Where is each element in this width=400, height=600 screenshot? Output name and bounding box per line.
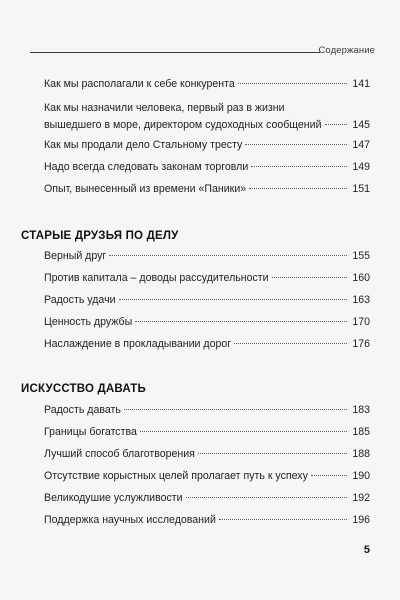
toc-entry-page: 147 bbox=[352, 139, 370, 151]
toc-entry-title: Опыт, вынесенный из времени «Паники» bbox=[44, 183, 247, 195]
toc-entry-page: 176 bbox=[352, 338, 370, 350]
toc-entry-page: 160 bbox=[352, 272, 370, 284]
section-heading: СТАРЫЕ ДРУЗЬЯ ПО ДЕЛУ bbox=[21, 230, 179, 242]
toc-entry-page: 145 bbox=[352, 119, 370, 131]
toc-entry-page: 149 bbox=[352, 161, 370, 173]
header-rule bbox=[30, 52, 320, 53]
toc-entry-page: 155 bbox=[352, 250, 370, 262]
dot-leader bbox=[272, 277, 348, 278]
toc-entry-title: Как мы продали дело Стальному тресту bbox=[44, 139, 243, 151]
toc-entry bbox=[44, 137, 370, 154]
dot-leader bbox=[198, 453, 347, 454]
running-head bbox=[30, 43, 375, 57]
toc-entry bbox=[44, 446, 370, 463]
toc-entry-title-line1: Как мы назначили человека, первый раз в жизни bbox=[44, 102, 285, 114]
toc-entry bbox=[44, 292, 370, 309]
toc-entry-title: Границы богатства bbox=[44, 426, 137, 438]
toc-entry-page: 141 bbox=[352, 78, 370, 90]
dot-leader bbox=[119, 299, 348, 300]
toc-entry-page: 185 bbox=[352, 426, 370, 438]
dot-leader bbox=[109, 255, 347, 256]
toc-entry bbox=[44, 159, 370, 176]
toc-entry-title: Ценность дружбы bbox=[44, 316, 133, 328]
toc-entry-title: Радость удачи bbox=[44, 294, 116, 306]
toc-entry-page: 196 bbox=[352, 514, 370, 526]
toc-entry bbox=[44, 76, 370, 93]
toc-entry bbox=[44, 468, 370, 485]
toc-entry bbox=[44, 424, 370, 441]
dot-leader bbox=[251, 166, 347, 167]
toc-entry-title: Верный друг bbox=[44, 250, 107, 262]
toc-entry bbox=[44, 248, 370, 265]
toc-entry-page: 183 bbox=[352, 404, 370, 416]
toc-entry bbox=[44, 512, 370, 529]
toc-entry-title: Лучший способ благотворения bbox=[44, 448, 195, 460]
toc-entry-title: Против капитала – доводы рассудительности bbox=[44, 272, 269, 284]
dot-leader bbox=[186, 497, 348, 498]
toc-entry bbox=[44, 402, 370, 419]
dot-leader bbox=[124, 409, 347, 410]
toc-entry-title: Наслаждение в прокладывании дорог bbox=[44, 338, 232, 350]
toc-entry bbox=[44, 314, 370, 331]
toc-entry bbox=[44, 490, 370, 507]
page-number: 5 bbox=[363, 544, 370, 556]
toc-entry bbox=[44, 100, 370, 134]
dot-leader bbox=[249, 188, 347, 189]
dot-leader bbox=[219, 519, 347, 520]
toc-entry-title-line2: вышедшего в море, директором судоходных сообщений bbox=[44, 119, 322, 131]
toc-entry-title: Великодушие услужливости bbox=[44, 492, 183, 504]
dot-leader bbox=[311, 475, 347, 476]
toc-entry-page: 163 bbox=[352, 294, 370, 306]
toc-entry bbox=[44, 181, 370, 198]
toc-entry-title: Как мы располагали к себе конкурента bbox=[44, 78, 235, 90]
dot-leader bbox=[238, 83, 348, 84]
toc-entry-title: Отсутствие корыстных целей пролагает путь к успеху bbox=[44, 470, 308, 482]
dot-leader bbox=[325, 124, 348, 125]
toc-entry-page: 192 bbox=[352, 492, 370, 504]
dot-leader bbox=[234, 343, 347, 344]
toc-entry-title: Радость давать bbox=[44, 404, 121, 416]
toc-entry-title: Поддержка научных исследований bbox=[44, 514, 216, 526]
dot-leader bbox=[135, 321, 347, 322]
toc-entry bbox=[44, 336, 370, 353]
toc-entry-page: 151 bbox=[352, 183, 370, 195]
toc-entry-page: 190 bbox=[352, 470, 370, 482]
dot-leader bbox=[245, 144, 347, 145]
toc-entry bbox=[44, 270, 370, 287]
section-heading: ИСКУССТВО ДАВАТЬ bbox=[21, 383, 146, 395]
toc-entry-title: Надо всегда следовать законам торговли bbox=[44, 161, 249, 173]
running-title: Содержание bbox=[318, 45, 375, 56]
dot-leader bbox=[140, 431, 347, 432]
toc-entry-page: 188 bbox=[352, 448, 370, 460]
toc-entry-page: 170 bbox=[352, 316, 370, 328]
